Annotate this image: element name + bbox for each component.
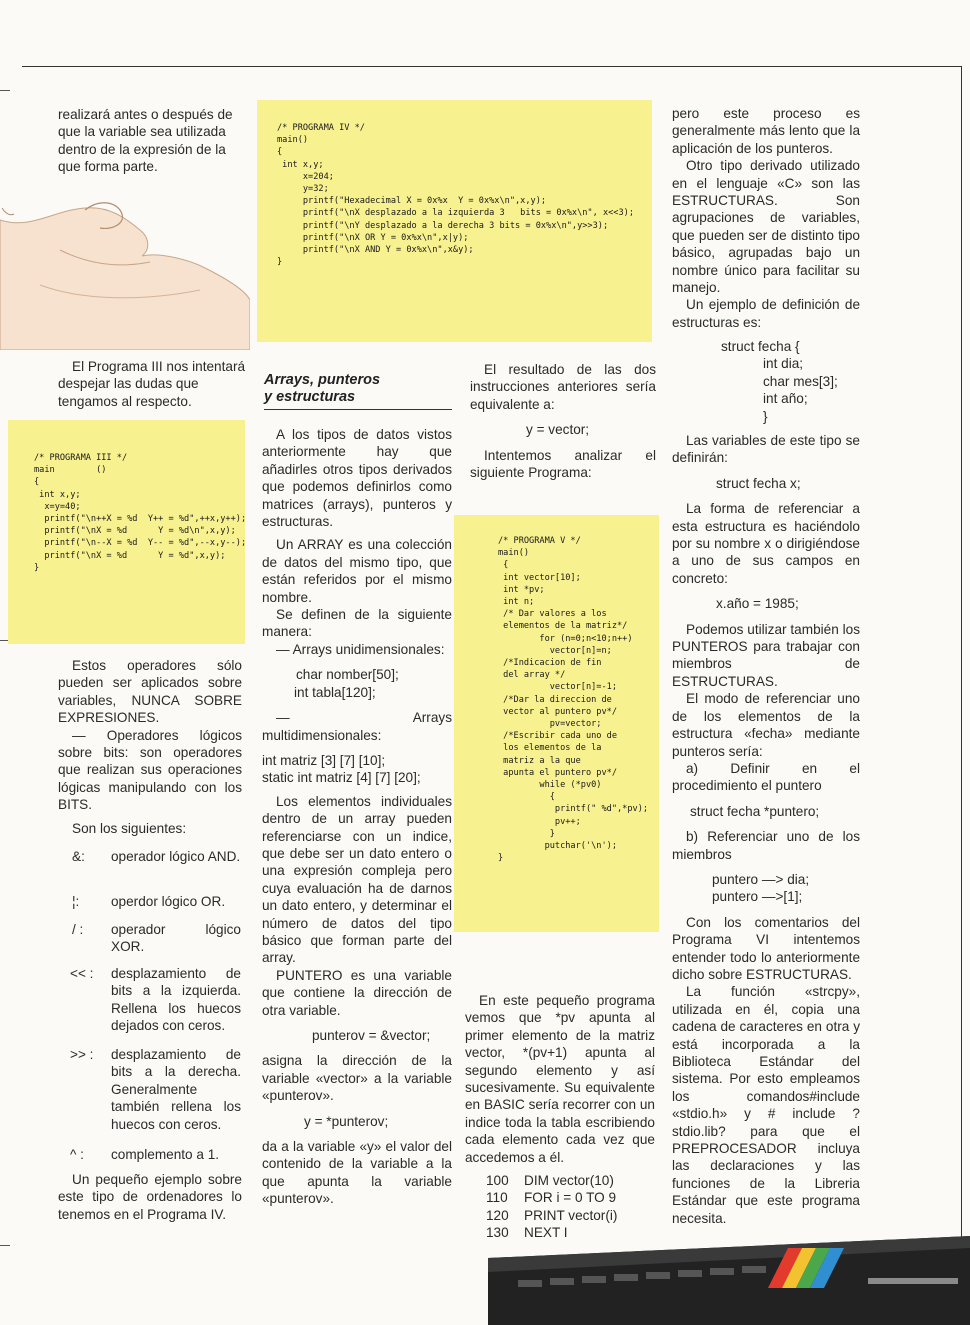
declaration: puntero —> dia; [712,871,810,887]
line-number: 110 [486,1190,508,1206]
paragraph: Los elementos individuales dentro de un array pueden referenciarse con un indice, que debe ser un dato entero o una expresión compleja pero cuya evaluación ha de darnos un dato entero, y determinar el número de datos del tipo básico que forman parte del array. [262,793,452,966]
operator-symbol: / : [72,922,84,937]
paragraph: asigna la dirección de la variable «vector» a la variable «punterov». [262,1053,452,1104]
struct-line: } [763,408,768,424]
operator-description: operador lógico XOR. [111,922,241,955]
paragraph: El modo de referenciar uno de los elementos de la estructura «fecha» mediante punteros sería: [672,691,860,759]
paragraph: a) Definir en el procedimiento el puntero [672,760,860,794]
declaration: struct fecha *puntero; [690,803,820,819]
operator-description: desplazamiento de bits a la izquierda. Rellena los huecos dejados con ceros. [111,966,241,1034]
operator-description: complemento a 1. [111,1147,220,1162]
operator-symbol: ¦: [72,894,80,909]
col1-prog3-intro [58,358,246,410]
paragraph: En este pequeño programa vemos que *pv apunta al primer elemento de la matriz vector, *(pv+1) apunta al segundo elemento y así sucesivamente. Su equivalente en BASIC sería recorrer con un indice toda la tabla escribiendo cada elemento cada vez que accedemos a él. [465,993,655,1165]
paragraph: Un ARRAY es una colección de datos del mismo tipo, que están referidos por el mismo nombre. [262,537,452,605]
section-heading [264,372,452,410]
computer-illustration [488,1228,970,1325]
paragraph: PUNTERO es una variable que contiene la dirección de otra variable. [262,967,452,1018]
col3-top [470,361,656,481]
paragraph: La función «strcpy», utilizada en él, copia una cadena de caracteres en otra y está incorporada a la Biblioteca Estándar del sistema. Por esto empleamos los comandos#include «stdio.h» y # include ?stdio.lib? para que el PREPROCESADOR incluya las declaraciones y las funciones de la Libreria Estándar que este programa necesita. [672,984,860,1226]
basic-line [486,1207,656,1224]
paragraph: El Programa III nos intentará despejar las dudas que tengamos al respecto. [58,359,246,409]
paragraph: A los tipos de datos vistos anteriormente hay que añadirles otros tipos derivados que podemos definirlos como matrices (arrays), punteros y estructuras. [262,427,452,530]
declaration: int matriz [3] [7] [10]; [262,752,386,768]
heading-rule [264,409,452,410]
paragraph: — Arrays unidimensionales: [276,641,445,657]
line-number: 100 [486,1173,509,1188]
paragraph: pero este proceso es generalmente más lento que la aplicación de los punteros. [672,106,860,156]
col1-intro [58,106,246,176]
statement: FOR i = 0 TO 9 [524,1190,617,1206]
declaration: struct fecha x; [716,475,801,491]
paragraph: Un pequeño ejemplo sobre este tipo de ordenadores lo tenemos en el Programa IV. [58,1172,242,1222]
col3-bottom [465,992,655,1166]
col4-body [672,432,860,1227]
line-number: 120 [486,1207,509,1223]
paragraph: Un ejemplo de definición de estructuras es: [672,297,860,330]
paragraph: — Arrays multidimensionales: [262,710,452,743]
col1-body [58,657,242,837]
hand-illustration [0,190,250,350]
paragraph: Se definen de la siguiente manera: [262,607,452,640]
col2-body [262,426,452,1208]
struct-definition [721,338,861,425]
paragraph: Intentemos analizar el siguiente Programa: [470,447,656,481]
code-program-5 [454,515,659,932]
paragraph: da a la variable «y» el valor del contenido de la variable a la que apunta la variable «punterov». [262,1139,452,1207]
paragraph: Estos operadores sólo pueden ser aplicados sobre variables, NUNCA SOBRE EXPRESIONES. [58,658,242,726]
paragraph: realizará antes o después de que la variable sea utilizada dentro de la expresión de la que forma parte. [58,107,233,175]
statement: NEXT I [524,1225,568,1241]
margin-mark [0,90,10,91]
struct-line: int año; [763,391,808,407]
struct-line: int dia; [763,356,804,372]
right-rule [961,66,962,1246]
declaration: int tabla[120]; [294,684,376,700]
struct-line: struct fecha { [721,339,800,354]
heading-line: y estructuras [264,389,356,405]
code-program-4 [257,100,652,342]
declaration: puntero —>[1]; [712,889,803,905]
operator-description: operdor lógico OR. [111,894,226,909]
declaration: x.año = 1985; [716,596,799,612]
paragraph: El resultado de las dos instrucciones anteriores sería equivalente a: [470,362,656,412]
heading-line: Arrays, punteros [264,372,381,388]
basic-line [486,1172,656,1189]
top-rule [22,66,962,67]
code-listing: /* PROGRAMA IV */ main() { int x,y; x=204; y=32; printf("Hexadecimal X = 0x%x Y = 0x%x\n",x,y); printf("\nX desplazado a la izquierda 3 bits = 0x%x\n", x<<3); printf("\nY desplazado a la derecha 3 bits = 0x%x\n",y>>3); printf("\nX OR Y = 0x%x\n",x|y); printf("\nX AND Y = 0x%x\n",x&y); } [277,123,634,268]
operator-symbol: << : [70,966,94,981]
col1-closing [58,1171,242,1223]
statement: PRINT vector(i) [524,1207,618,1223]
struct-line: char mes[3]; [763,373,838,389]
col4-top [672,105,860,331]
paragraph: Con los comentarios del Programa VI intentemos entender todo lo anteriormente dicho sobre ESTRUCTURAS. [672,914,860,982]
declaration: y = *punterov; [304,1113,389,1129]
declaration: char nomber[50]; [296,667,399,683]
code-program-3 [8,420,245,644]
code-listing: /* PROGRAMA V */ main() { int vector[10]; int *pv; int n; /* Dar valores a los elementos de la matriz*/ for (n=0;n<10;n++) vector[n]=n; /*Indicacion de fin del array */ vector[n]=-1; /*Dar la direccion de vector al puntero pv*/ pv=vector; /*Escribir cada uno de los elementos de la matriz a la que apunta el puntero pv*/ while (*pv0) { printf(" %d",*pv); pv++; } putchar('\n'); } [498,536,649,864]
line-number: 130 [486,1225,509,1241]
declaration: punterov = &vector; [312,1028,431,1043]
operator-description: desplazamiento de bits a la derecha. Generalmente también rellena los huecos con ceros. [111,1047,241,1132]
margin-mark [0,1245,10,1246]
operator-symbol: >> : [70,1047,94,1062]
declaration: static int matriz [4] [7] [20]; [262,770,421,786]
statement: DIM vector(10) [524,1173,614,1188]
paragraph: Otro tipo derivado utilizado en el lenguaje «C» son las ESTRUCTURAS. Son agrupaciones de variables, que pueden ser de distinto tipo básico, agrupadas bajo un nombre único para facilitar su manejo. [672,158,860,296]
operator-description: operador lógico AND. [111,849,241,864]
paragraph: La forma de referenciar a esta estructura es haciéndolo por su nombre x o dirigiéndose a uno de sus campos en concreto: [672,501,860,586]
paragraph: b) Referenciar uno de los miembros [672,829,860,862]
code-listing: /* PROGRAMA III */ main () { int x,y; x=y=40; printf("\n++X = %d Y++ = %d",++x,y++); printf("\nX = %d Y = %d\n",x,y); printf("\n--X = %d Y-- = %d",--x,y--); printf("\nX = %d Y = %d",x,y); } [34,453,247,573]
paragraph: — Operadores lógicos sobre bits: son operadores que realizan sus operaciones lógicas manipulando con los BITS. [58,727,242,813]
paragraph: Son los siguientes: [72,820,187,836]
paragraph: Podemos utilizar también los PUNTEROS para trabajar con miembros de ESTRUCTURAS. [672,621,860,689]
operator-symbol: ^ : [70,1147,84,1162]
operator-symbol: &: [72,849,85,864]
basic-line [486,1189,656,1206]
paragraph: Las variables de este tipo se definirán: [672,433,860,466]
equation: y = vector; [526,422,590,438]
